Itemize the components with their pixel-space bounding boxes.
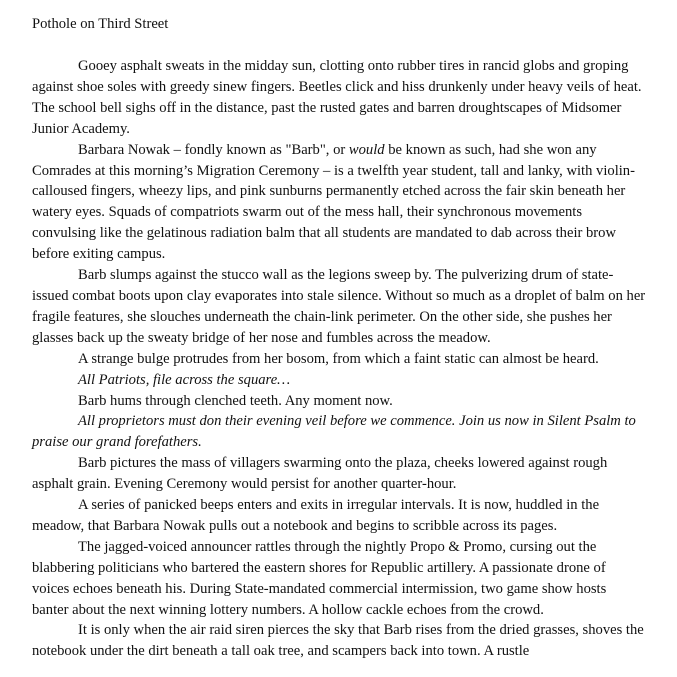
paragraph-6 [32, 391, 646, 412]
paragraph-8-text: Barb pictures the mass of villagers swarming onto the plaza, cheeks lowered against rough asphalt grain. Evening Ceremony would persist for another quarter-hour. [32, 455, 608, 493]
document-body [32, 56, 646, 662]
broadcast-line-1 [32, 370, 646, 391]
paragraph-10 [32, 537, 646, 621]
broadcast-line-2 [32, 411, 646, 453]
paragraph-2-text-b: be known as such, had she won any Comrades at this morning’s Migration Ceremony – is a twelfth year student, tall and lanky, with violin-calloused fingers, wheezy lips, and pink sunburns permanently etched across the fair skin beneath her watery eyes. Squads of compatriots swarm out of the mess hall, their synchronous movements convulsing like the gelatinous radiation balm that all students are mandated to dab across their brow before exiting campus. [32, 141, 635, 263]
paragraph-3 [32, 265, 646, 349]
paragraph-1 [32, 56, 646, 140]
broadcast-line-1-text: All Patriots, file across the square… [78, 371, 291, 388]
paragraph-10-text: The jagged-voiced announcer rattles through the nightly Propo & Promo, cursing out the blabbering politicians who bartered the eastern shores for Republic artillery. A passionate drone of voices echoes beneath his. During State-mandated commercial intermission, two game show hosts banter about the next winning lottery numbers. A hollow cackle echoes from the crowd. [32, 538, 607, 618]
paragraph-1-text: Gooey asphalt sweats in the midday sun, clotting onto rubber tires in rancid globs and groping against shoe soles with greedy sinew fingers. Beetles click and hiss drunkenly under heavy veils of heat. The school bell sighs off in the distance, past the rusted gates and barren droughtscapes of Midsomer Junior Academy. [32, 58, 642, 137]
paragraph-11 [32, 620, 646, 662]
document-title: Pothole on Third Street [32, 16, 169, 32]
paragraph-2-text-a: Barbara Nowak – fondly known as "Barb", or [78, 141, 349, 158]
broadcast-line-2-text: All proprietors must don their evening veil before we commence. Join us now in Silent Psalm to praise our grand forefathers. [32, 413, 636, 451]
paragraph-8 [32, 453, 646, 495]
paragraph-3-text: Barb slumps against the stucco wall as the legions sweep by. The pulverizing drum of state-issued combat boots upon clay evaporates into stale silence. Without so much as a droplet of balm on her fragile features, she slouches underneath the chain-link perimeter. On the other side, she pushes her glasses back up the sweaty bridge of her nose and fumbles across the meadow. [32, 267, 646, 346]
paragraph-6-text: Barb hums through clenched teeth. Any moment now. [78, 392, 393, 409]
paragraph-9-text: A series of panicked beeps enters and exits in irregular intervals. It is now, huddled in the meadow, that Barbara Nowak pulls out a notebook and begins to scribble across its pages. [32, 497, 600, 534]
paragraph-4-text: A strange bulge protrudes from her bosom, from which a faint static can almost be heard. [78, 350, 599, 367]
paragraph-4 [32, 349, 646, 370]
paragraph-11-text: It is only when the air raid siren pierces the sky that Barb rises from the dried grasses, shoves the notebook under the dirt beneath a tall oak tree, and scampers back into town. A rustle [32, 622, 644, 660]
paragraph-2-emphasis: would [348, 141, 385, 158]
paragraph-9 [32, 495, 646, 537]
paragraph-2 [32, 140, 646, 265]
